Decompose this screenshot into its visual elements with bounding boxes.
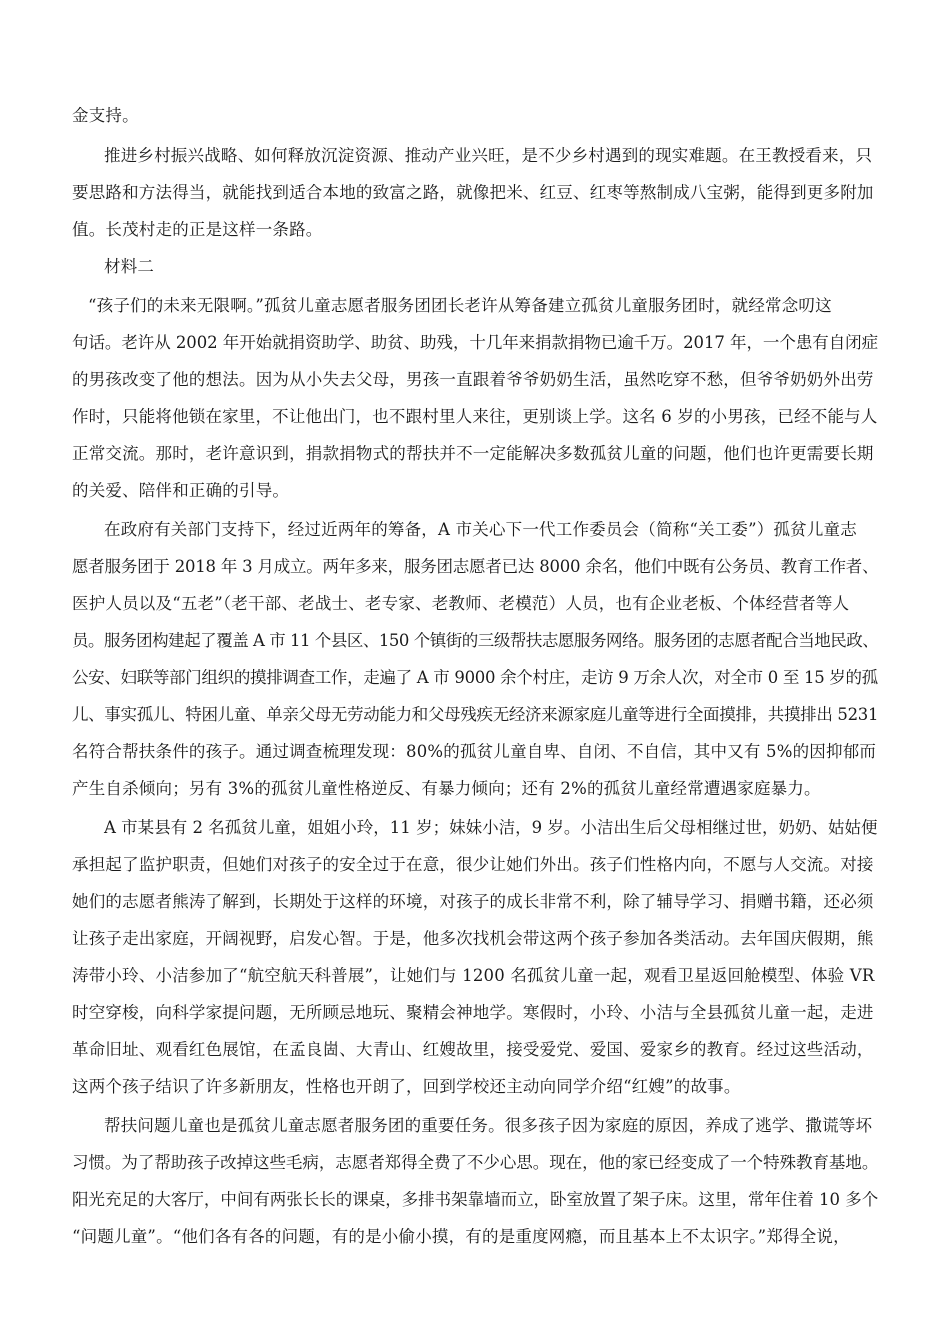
text-line: 公安、妇联等部门组织的摸排调查工作，走遍了 A 市 9000 余个村庄，走访 9 万余人次，对全市 0 至 15 岁的孤 [72, 668, 878, 687]
text-line: 革命旧址、观看红色展馆，在孟良崮、大青山、红嫂故里，接受爱党、爱国、爱家乡的教育。经过这些活动， [72, 1040, 874, 1059]
text-line: 承担起了监护职责，但她们对孩子的安全过于在意，很少让她们外出。孩子们性格内向，不愿与人交流。对接 [72, 855, 874, 874]
text-line: 句话。老许从 2002 年开始就捐资助学、助贫、助残，十几年来捐款捐物已逾千万。2017 年，一个患有自闭症 [72, 333, 879, 352]
text-line: 让孩子走出家庭，开阔视野，启发心智。于是，他多次找机会带这两个孩子参加各类活动。去年国庆假期，熊 [72, 929, 874, 948]
text-line: 习惯。为了帮助孩子改掉这些毛病，志愿者郑得全费了不少心思。现在，他的家已经变成了一个特殊教育基地。 [72, 1153, 879, 1172]
text-line: 值。长茂村走的正是这样一条路。 [72, 220, 323, 239]
text-line: 要思路和方法得当，就能找到适合本地的致富之路，就像把米、红豆、红枣等熬制成八宝粥，能得到更多附加 [72, 183, 874, 202]
text-line: 儿、事实孤儿、特困儿童、单亲父母无劳动能力和父母残疾无经济来源家庭儿童等进行全面摸排，共摸排出 5231 [72, 705, 879, 724]
text-line: 产生自杀倾向；另有 3%的孤贫儿童性格逆反、有暴力倾向；还有 2%的孤贫儿童经常遭遇家庭暴力。 [72, 779, 821, 798]
text-line: 愿者服务团于 2018 年 3 月成立。两年多来，服务团志愿者已达 8000 余名，他们中既有公务员、教育工作者、 [72, 557, 879, 576]
text-line: 名符合帮扶条件的孩子。通过调查梳理发现：80%的孤贫儿童自卑、自闭、不自信，其中又有 5%的因抑郁而 [72, 742, 877, 761]
text-line: 时空穿梭，向科学家提问题，无所顾忌地玩、聚精会神地学。寒假时，小玲、小洁与全县孤贫儿童一起，走进 [72, 1003, 874, 1022]
text-line: A 市某县有 2 名孤贫儿童，姐姐小玲，11 岁；妹妹小洁，9 岁。小洁出生后父母相继过世，奶奶、姑姑便 [104, 818, 878, 837]
text-line: 员。服务团构建起了覆盖 A 市 11 个县区、150 个镇街的三级帮扶志愿服务网络。服务团的志愿者配合当地民政、 [72, 631, 879, 650]
text-line: 在政府有关部门支持下，经过近两年的筹备，A 市关心下一代工作委员会（简称“关工委”）孤贫儿童志 [104, 520, 857, 539]
text-line: 她们的志愿者熊涛了解到，长期处于这样的环境，对孩子的成长非常不利，除了辅导学习、捐赠书籍，还必须 [72, 892, 874, 911]
text-line: “问题儿童”。“他们各有各的问题，有的是小偷小摸，有的是重度网瘾，而且基本上不太识字。”郑得全说， [72, 1227, 850, 1246]
text-line: 的男孩改变了他的想法。因为从小失去父母，男孩一直跟着爷爷奶奶生活，虽然吃穿不愁，但爷爷奶奶外出劳 [72, 370, 874, 389]
text-line: 这两个孩子结识了许多新朋友，性格也开朗了，回到学校还主动向同学介绍“红嫂”的故事。 [72, 1077, 741, 1096]
text-line: 涛带小玲、小洁参加了“航空航天科普展”，让她们与 1200 名孤贫儿童一起，观看卫星返回舱模型、体验 VR [72, 966, 875, 985]
text-line: 作时，只能将他锁在家里，不让他出门，也不跟村里人来往，更别谈上学。这名 6 岁的小男孩，已经不能与人 [72, 407, 878, 426]
text-line: “孩子们的未来无限啊。”孤贫儿童志愿者服务团团长老许从筹备建立孤贫儿童服务团时，就经常念叨这 [88, 296, 832, 315]
text-line: 医护人员以及“五老”（老干部、老战士、老专家、老教师、老模范）人员，也有企业老板、个体经营者等人 [72, 594, 850, 613]
text-line: 帮扶问题儿童也是孤贫儿童志愿者服务团的重要任务。很多孩子因为家庭的原因，养成了逃学、撒谎等坏 [104, 1116, 873, 1135]
text-line: 金支持。 [72, 106, 139, 125]
section-heading: 材料二 [104, 257, 155, 276]
text-line: 的关爱、陪伴和正确的引导。 [72, 481, 290, 500]
text-line: 推进乡村振兴战略、如何释放沉淀资源、推动产业兴旺，是不少乡村遇到的现实难题。在王教授看来，只 [104, 146, 873, 165]
text-line: 正常交流。那时，老许意识到，捐款捐物式的帮扶并不一定能解决多数孤贫儿童的问题，他们也许更需要长期 [72, 444, 874, 463]
text-line: 阳光充足的大客厅，中间有两张长长的课桌，多排书架靠墙而立，卧室放置了架子床。这里，常年住着 10 多个 [72, 1190, 879, 1209]
